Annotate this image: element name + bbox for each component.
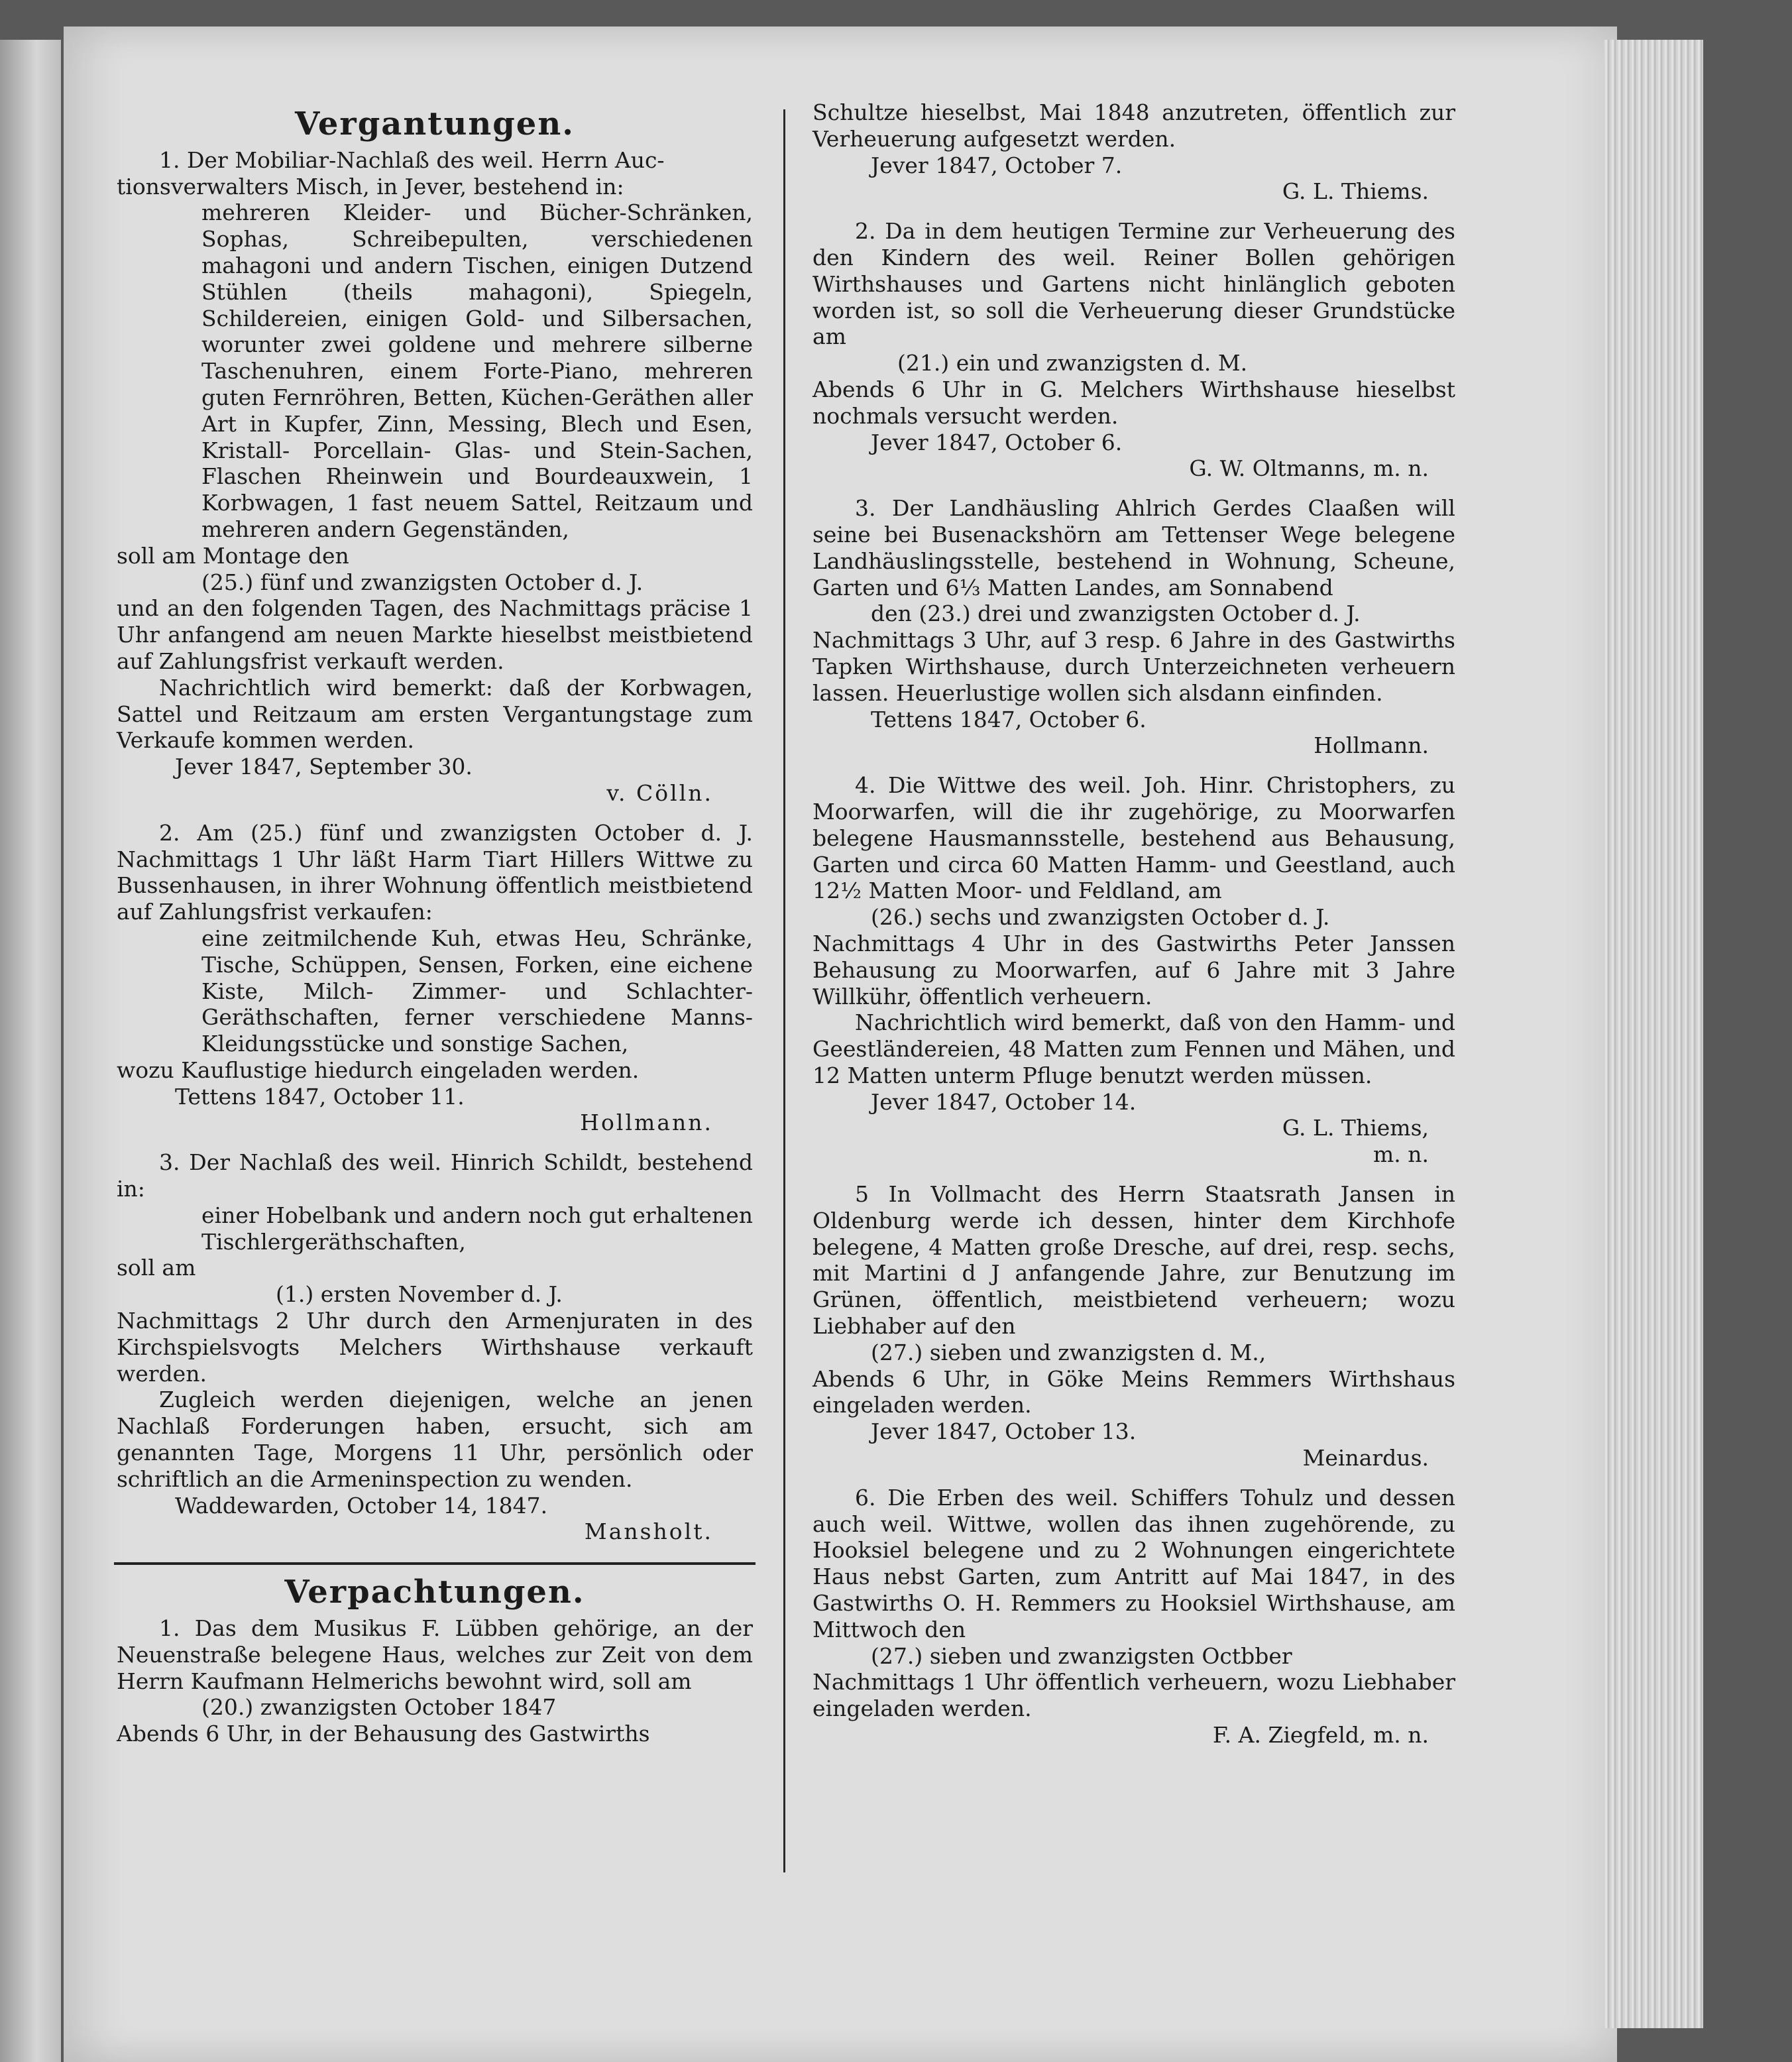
- lease-4-note: Nachrichtlich wird bemerkt, daß von den Hamm- und Geestländereien, 48 Matten zum Fennen und Mähen, und 12 Matten unterm Pfluge benutzt werden müssen.: [812, 1009, 1455, 1088]
- notice-1-intro: 1. Der Mobiliar-Nachlaß des weil. Herrn Auc-: [159, 146, 665, 173]
- notice-2-rest: wozu Kauflustige hiedurch eingeladen werden.: [117, 1057, 640, 1083]
- lease-6-signature: F. A. Ziegfeld, m. n.: [1212, 1722, 1429, 1748]
- lease-2-signature: G. W. Oltmanns, m. n.: [1189, 455, 1429, 482]
- lease-4-place: Jever 1847, October 14.: [871, 1088, 1137, 1115]
- column-divider: [783, 109, 785, 1872]
- lease-1-date: (20.) zwanzigsten October 1847: [201, 1694, 557, 1721]
- lease-3-place: Tettens 1847, October 6.: [871, 706, 1147, 732]
- notice-3-rest: Nachmittags 2 Uhr durch den Armenjuraten in des Kirchspielsvogts Melchers Wirthshause verkauft werden.: [117, 1308, 753, 1387]
- lease-3-rest: Nachmittags 3 Uhr, auf 3 resp. 6 Jahre in des Gastwirths Tapken Wirthshause, durch Unterzeichneten verheuern lassen. Heuerlustige wollen sich alsdann einfinden.: [812, 627, 1455, 706]
- lease-2-rest: Abends 6 Uhr in G. Melchers Wirthshause hieselbst nochmals versucht werden.: [812, 376, 1455, 429]
- lease-5-rest: Abends 6 Uhr, in Göke Meins Remmers Wirthshaus eingeladen werden.: [812, 1365, 1455, 1418]
- notice-3-text: 3. Der Nachlaß des weil. Hinrich Schildt, bestehend in:: [117, 1149, 753, 1202]
- notice-1-date: (25.) fünf und zwanzigsten October d. J.: [201, 569, 644, 595]
- lease-6-text: 6. Die Erben des weil. Schiffers Tohulz und dessen auch weil. Wittwe, wollen das ihnen zugehörende, zu Hooksiel belegene und zu 2 Wohnungen eingerichtete Haus nebst Garten, zum Antritt auf Mai 1847, in des Gastwirths O. H. Remmers zu Hooksiel Wirthshause, am Mittwoch den: [812, 1484, 1455, 1642]
- notice-3-place: Waddewarden, October 14, 1847.: [175, 1492, 548, 1518]
- lease-4-rest: Nachmittags 4 Uhr in des Gastwirths Peter Janssen Behausung zu Moorwarfen, auf 6 Jahre mit 3 Jahre Willkühr, öffentlich verheuern.: [812, 930, 1455, 1009]
- lease-3-signature: Hollmann.: [1314, 732, 1429, 759]
- lease-5-signature: Meinardus.: [1302, 1445, 1429, 1471]
- notice-3-signature: Mansholt.: [584, 1518, 713, 1545]
- lease-5-place: Jever 1847, October 13.: [871, 1418, 1137, 1445]
- lease-3-date: den (23.) drei und zwanzigsten October d. J.: [871, 601, 1361, 627]
- section-separator: [114, 1562, 756, 1565]
- notice-1-place: Jever 1847, September 30.: [175, 754, 473, 780]
- lease-2-date: (21.) ein und zwanzigsten d. M.: [897, 350, 1248, 376]
- notice-1-soll: soll am Montage den: [117, 542, 349, 569]
- notice-1-note: Nachrichtlich wird bemerkt: daß der Korbwagen, Sattel und Reitzaum am ersten Vergantungstage zum Verkaufe kommen werden.: [117, 674, 753, 754]
- notice-1-items: mehreren Kleider- und Bücher-Schränken, Sophas, Schreibepulten, verschiedenen mahagoni und andern Tischen, einigen Dutzend Stühlen (theils mahagoni), Spiegeln, Schildereien, einigen Gold- und Silbersachen, worunter zwei goldene und mehrere silberne Taschenuhren, einem Forte-Piano, mehreren guten Fernröhren, Betten, Küchen-Geräthen aller Art in Kupfer, Zinn, Messing, Blech und Esen, Kristall- Porcellain- Glas- und Stein-Sachen, Flaschen Rheinwein und Bourdeauxwein, 1 Korbwagen, 1 fast neuem Sattel, Reitzaum und mehreren andern Gegenständen,: [201, 200, 753, 542]
- lease-6-date: (27.) sieben und zwanzigsten Octbber: [871, 1642, 1292, 1669]
- lease-1-signature: G. L. Thiems.: [1282, 178, 1429, 205]
- lease-4-date: (26.) sechs und zwanzigsten October d. J.: [871, 904, 1330, 931]
- lease-4-text: 4. Die Wittwe des weil. Joh. Hinr. Christophers, zu Moorwarfen, will die ihr zugehörige, zu Moorwarfen belegene Hausmannsstelle, bestehend aus Behausung, Garten und circa 60 Matten Hamm- und Geestland, auch 12½ Matten Moor- und Feldland, am: [812, 772, 1455, 904]
- notice-2-place: Tettens 1847, October 11.: [175, 1083, 465, 1110]
- notice-3-note: Zugleich werden diejenigen, welche an jenen Nachlaß Forderungen haben, ersucht, sich am genannten Tage, Morgens 11 Uhr, persönlich oder schriftlich an die Armeninspection zu wenden.: [117, 1387, 753, 1492]
- lease-5-date: (27.) sieben und zwanzigsten d. M.,: [871, 1339, 1266, 1365]
- lease-5-text: 5 In Vollmacht des Herrn Staatsrath Jansen in Oldenburg werde ich dessen, hinter dem Kirchhofe belegene, 4 Matten große Dresche, auf drei, resp. sechs, mit Martini d J anfangende Jahre, zur Benutzung im Grünen, öffentlich, meistbietend verheuern; wozu Liebhaber auf den: [812, 1181, 1455, 1340]
- notice-2-items: eine zeitmilchende Kuh, etwas Heu, Schränke, Tische, Schüppen, Sensen, Forken, eine eichene Kiste, Milch- Zimmer- und Schlachter-Geräthschaften, ferner verschiedene Manns-Kleidungsstücke und sonstige Sachen,: [201, 925, 753, 1057]
- notice-1-rest: und an den folgenden Tagen, des Nachmittags präcise 1 Uhr anfangend am neuen Markte hieselbst meistbietend auf Zahlungsfrist verkauft werden.: [117, 595, 753, 674]
- lease-1-text: 1. Das dem Musikus F. Lübben gehörige, an der Neuenstraße belegene Haus, welches zur Zeit von dem Herrn Kaufmann Helmerichs bewohnt wird, soll am: [117, 1615, 753, 1694]
- notice-3-soll: soll am: [117, 1255, 196, 1281]
- book-page-edges: [1604, 40, 1703, 2028]
- notice-3-date: (1.) ersten November d. J.: [276, 1281, 563, 1308]
- lease-1-continued: Schultze hieselbst, Mai 1848 anzutreten, öffentlich zur Verheuerung aufgesetzt werden.: [812, 99, 1455, 152]
- notice-1-intro-cont: tionsverwalters Misch, in Jever, bestehend in:: [117, 173, 624, 200]
- notice-1-signature: v. Cölln.: [606, 779, 713, 806]
- lease-3-text: 3. Der Landhäusling Ahlrich Gerdes Claaßen will seine bei Busenackshörn am Tettenser Wege belegene Landhäuslingsstelle, bestehend in Wohnung, Scheune, Garten und 6⅓ Matten Landes, am Sonnabend: [812, 495, 1455, 601]
- lease-4-signature: G. L. Thiems,: [1282, 1115, 1429, 1141]
- left-column: [117, 99, 753, 1747]
- previous-page-edge: [0, 40, 61, 2062]
- lease-1-place: Jever 1847, October 7.: [871, 152, 1123, 178]
- lease-1-rest: Abends 6 Uhr, in der Behausung des Gastwirths: [117, 1721, 650, 1747]
- notice-3-items: einer Hobelbank und andern noch gut erhaltenen Tischlergeräthschaften,: [201, 1202, 753, 1255]
- section-heading-verpachtungen: Verpachtungen.: [284, 1574, 585, 1611]
- notice-2-text: 2. Am (25.) fünf und zwanzigsten October d. J. Nachmittags 1 Uhr läßt Harm Tiart Hillers Wittwe zu Bussenhausen, in ihrer Wohnung öffentlich meistbietend auf Zahlungsfrist verkaufen:: [117, 819, 753, 925]
- notice-2-signature: Hollmann.: [580, 1110, 713, 1136]
- lease-2-text: 2. Da in dem heutigen Termine zur Verheuerung des den Kindern des weil. Reiner Bollen gehörigen Wirthshauses und Gartens nicht hinlänglich geboten worden ist, so soll die Verheuerung dieser Grundstücke am: [812, 218, 1455, 350]
- lease-4-signature-suffix: m. n.: [1372, 1141, 1429, 1168]
- section-heading-vergantungen: Vergantungen.: [295, 105, 575, 143]
- lease-6-rest: Nachmittags 1 Uhr öffentlich verheuern, wozu Liebhaber eingeladen werden.: [812, 1669, 1455, 1722]
- right-column: [812, 99, 1455, 1748]
- lease-2-place: Jever 1847, October 6.: [871, 429, 1123, 455]
